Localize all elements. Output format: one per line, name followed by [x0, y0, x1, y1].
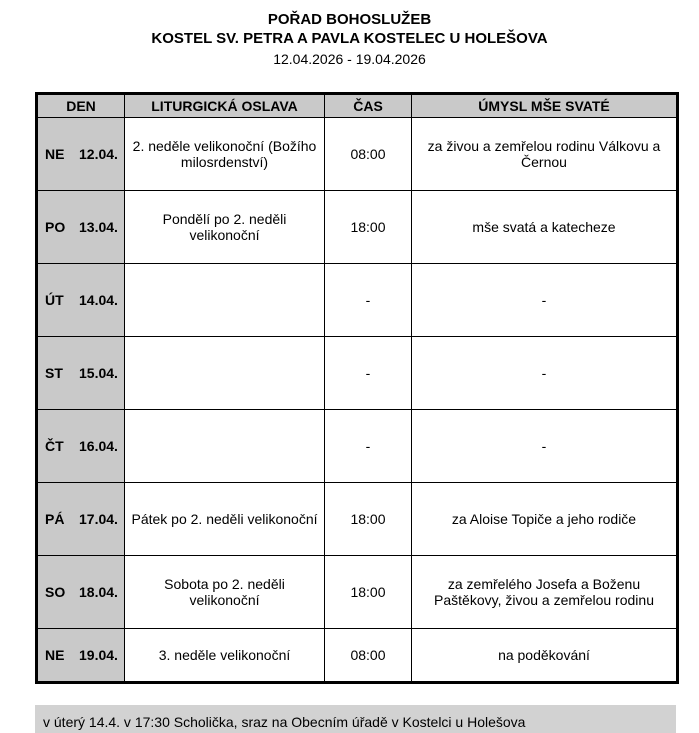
day-date: 19.04.	[79, 647, 118, 663]
table-row	[37, 118, 678, 191]
celebration-cell: Sobota po 2. neděli velikonoční	[125, 556, 325, 629]
celebration-cell: Pátek po 2. neděli velikonoční	[125, 483, 325, 556]
day-cell	[37, 556, 125, 629]
day-abbr: PÁ	[45, 511, 65, 527]
time-cell: 08:00	[325, 629, 412, 683]
schedule-table	[35, 92, 679, 684]
intention-cell: -	[412, 337, 678, 410]
intention-cell: za zemřelého Josefa a Boženu Paštěkovy, živou a zemřelou rodinu	[412, 556, 678, 629]
table-row	[37, 264, 678, 337]
day-date: 14.04.	[79, 292, 118, 308]
day-abbr: NE	[45, 146, 65, 162]
column-header-intention: ÚMYSL MŠE SVATÉ	[412, 94, 678, 118]
day-abbr: SO	[45, 584, 66, 600]
celebration-cell	[125, 264, 325, 337]
day-abbr: ST	[45, 365, 63, 381]
day-abbr: ÚT	[45, 292, 64, 308]
celebration-cell: Pondělí po 2. neděli velikonoční	[125, 191, 325, 264]
column-header-day: DEN	[37, 94, 125, 118]
day-date: 18.04.	[79, 584, 118, 600]
footer-note-text: v úterý 14.4. v 17:30 Scholička, sraz na Obecním úřadě v Kostelci u Holešova	[43, 714, 526, 730]
day-date: 15.04.	[79, 365, 118, 381]
day-cell	[37, 264, 125, 337]
day-cell	[37, 629, 125, 683]
day-date: 17.04.	[79, 511, 118, 527]
table-row	[37, 191, 678, 264]
time-cell: -	[325, 410, 412, 483]
date-range: 12.04.2026 - 19.04.2026	[273, 51, 426, 67]
intention-cell: mše svatá a katecheze	[412, 191, 678, 264]
table-row	[37, 556, 678, 629]
intention-cell: za živou a zemřelou rodinu Válkovu a Černou	[412, 118, 678, 191]
time-cell: 18:00	[325, 483, 412, 556]
table-header-row	[37, 94, 678, 118]
intention-cell: -	[412, 264, 678, 337]
time-cell: 18:00	[325, 556, 412, 629]
intention-cell: na poděkování	[412, 629, 678, 683]
document-header	[0, 0, 699, 68]
table-row	[37, 629, 678, 683]
time-cell: -	[325, 264, 412, 337]
celebration-cell	[125, 337, 325, 410]
intention-cell: -	[412, 410, 678, 483]
footer-note	[35, 705, 676, 733]
day-date: 16.04.	[79, 438, 118, 454]
celebration-cell	[125, 410, 325, 483]
day-abbr: ČT	[45, 438, 64, 454]
column-header-time: ČAS	[325, 94, 412, 118]
church-name: KOSTEL SV. PETRA A PAVLA KOSTELEC U HOLEŠOVA	[151, 30, 548, 47]
column-header-celebration: LITURGICKÁ OSLAVA	[125, 94, 325, 118]
table-row	[37, 337, 678, 410]
celebration-cell: 3. neděle velikonoční	[125, 629, 325, 683]
day-cell	[37, 410, 125, 483]
time-cell: 08:00	[325, 118, 412, 191]
table-row	[37, 410, 678, 483]
day-date: 13.04.	[79, 219, 118, 235]
time-cell: 18:00	[325, 191, 412, 264]
day-abbr: NE	[45, 647, 65, 663]
time-cell: -	[325, 337, 412, 410]
celebration-cell: 2. neděle velikonoční (Božího milosrdenství)	[125, 118, 325, 191]
day-cell	[37, 191, 125, 264]
day-date: 12.04.	[79, 146, 118, 162]
day-cell	[37, 118, 125, 191]
day-abbr: PO	[45, 219, 66, 235]
day-cell	[37, 483, 125, 556]
table-row	[37, 483, 678, 556]
page-title: POŘAD BOHOSLUŽEB	[267, 11, 432, 28]
day-cell	[37, 337, 125, 410]
intention-cell: za Aloise Topiče a jeho rodiče	[412, 483, 678, 556]
